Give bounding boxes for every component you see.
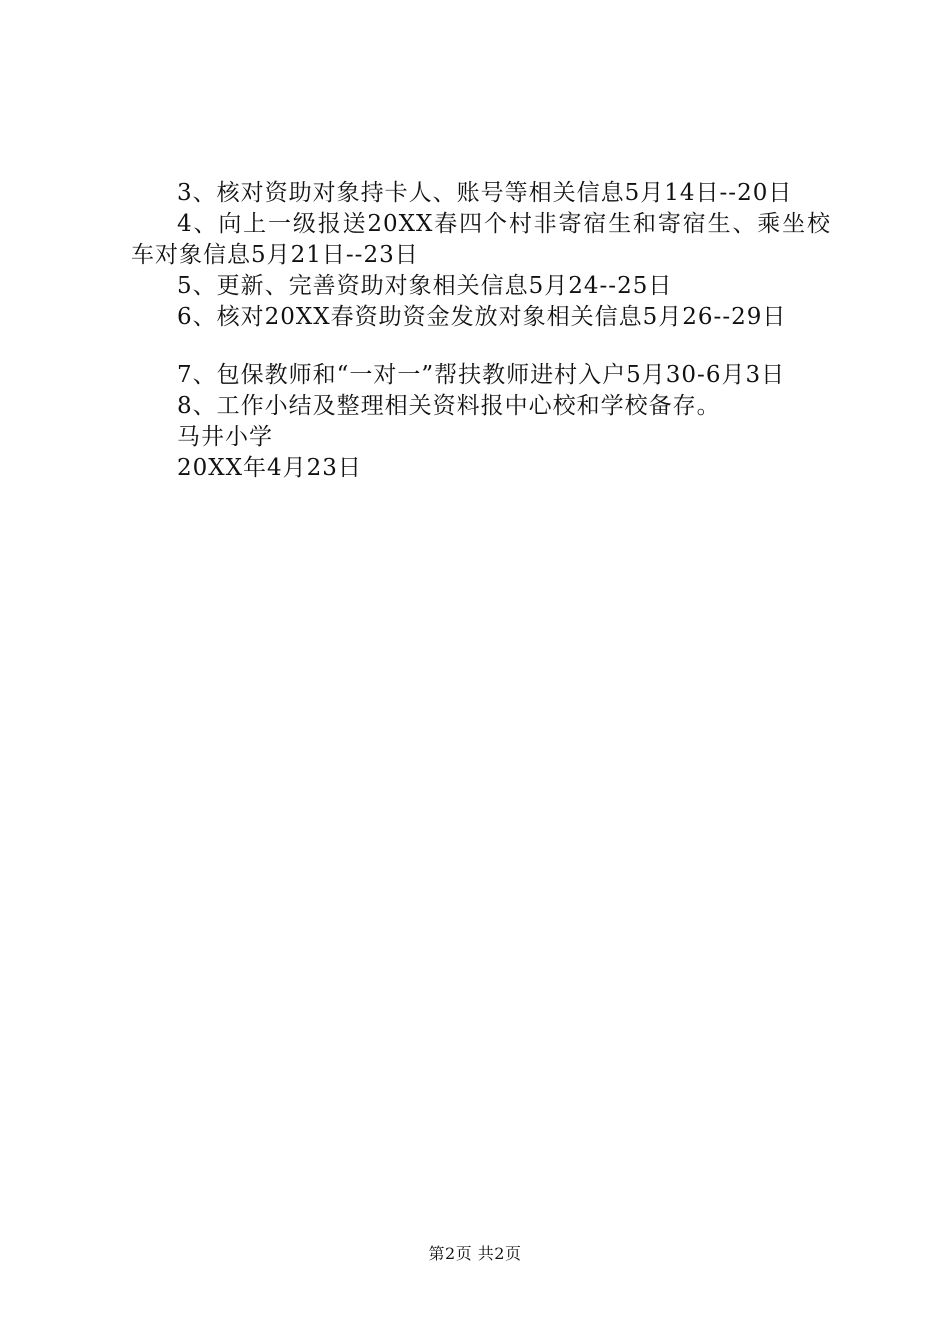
- paragraph-item-5: 5、更新、完善资助对象相关信息5月24--25日: [177, 273, 673, 299]
- paragraph-item-8: 8、工作小结及整理相关资料报中心校和学校备存。: [177, 393, 721, 419]
- signature-date: 20XX年4月23日: [177, 455, 362, 481]
- page-footer: 第2页 共2页: [428, 1244, 522, 1263]
- paragraph-item-4: 4、向上一级报送20XX春四个村非寄宿生和寄宿生、乘坐校车对象信息5月21日--23日: [131, 211, 831, 268]
- signature-organization: 马井小学: [177, 424, 273, 450]
- document-body: [131, 178, 831, 484]
- paragraph-item-7: 7、包保教师和“一对一”帮扶教师进村入户5月30-6月3日: [177, 362, 786, 388]
- paragraph-item-3: 3、核对资助对象持卡人、账号等相关信息5月14日--20日: [177, 180, 793, 206]
- paragraph-item-6: 6、核对20XX春资助资金发放对象相关信息5月26--29日: [177, 304, 787, 330]
